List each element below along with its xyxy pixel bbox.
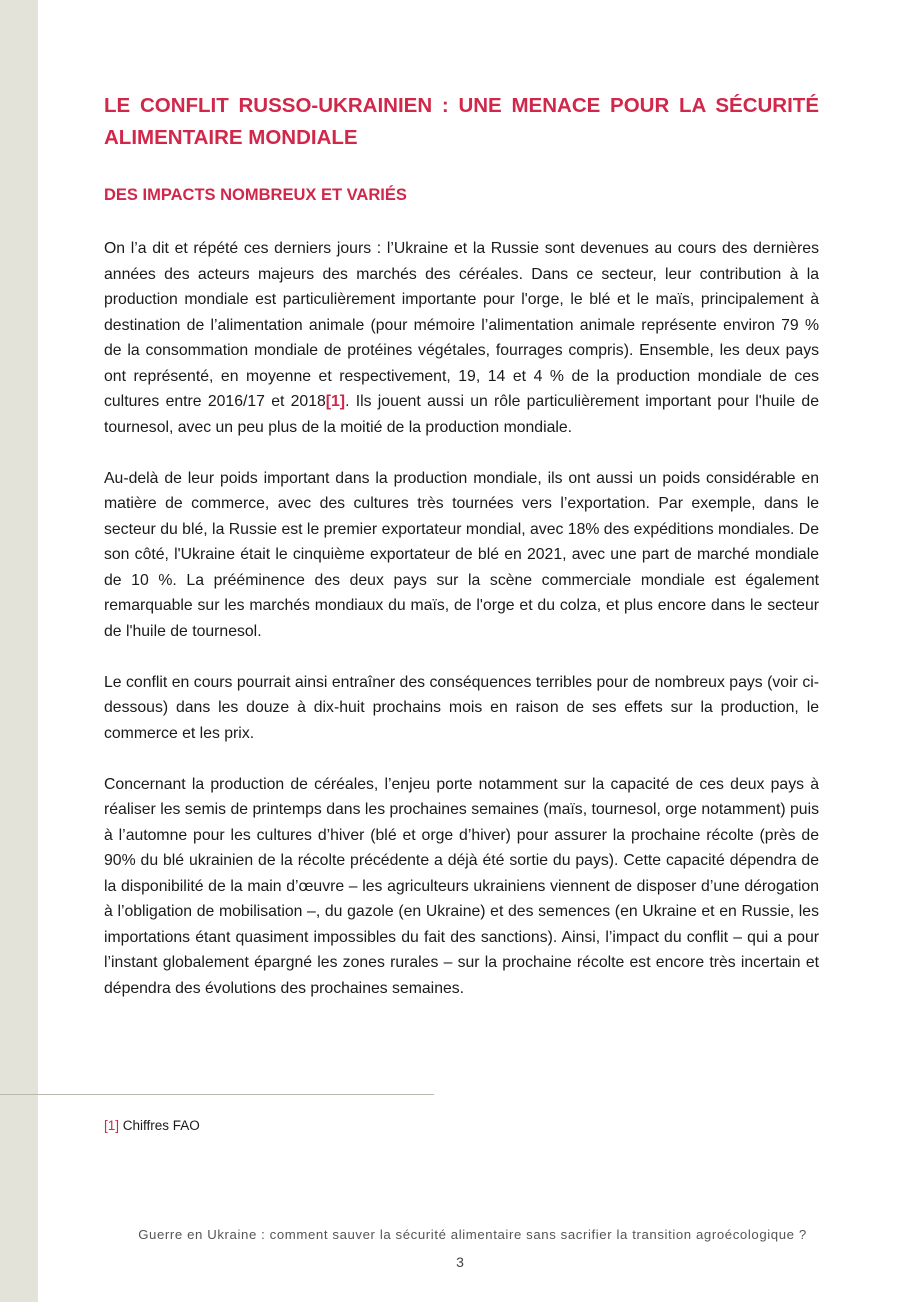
document-title: LE CONFLIT RUSSO-UKRAINIEN : UNE MENACE POUR LA SÉCURITÉ ALIMENTAIRE MONDIALE bbox=[104, 94, 819, 149]
paragraph-1-text-before: On l’a dit et répété ces derniers jours : l’Ukraine et la Russie sont devenues au cours des dernières années des acteurs majeurs des marchés des céréales. Dans ce secteur, leur contribution à la production mondiale est particulièrement importante pour l'orge, le blé et le maïs, principalement à destination de l’alimentation animale (pour mémoire l’alimentation animale représente environ 79 % de la consommation mondiale de protéines végétales, fourrages compris). Ensemble, les deux pays ont représenté, en moyenne et respectivement, 19, 14 et 4 % de la production mondiale de ces cultures entre 2016/17 et 2018 bbox=[104, 240, 819, 410]
document-body bbox=[104, 90, 819, 1001]
paragraph-2: Au-delà de leur poids important dans la production mondiale, ils ont aussi un poids considérable en matière de commerce, avec des cultures très tournées vers l’exportation. Par exemple, dans le secteur du blé, la Russie est le premier exportateur mondial, avec 18% des expéditions mondiales. De son côté, l'Ukraine était le cinquième exportateur de blé en 2021, avec une part de marché mondiale de 10 %. La prééminence des deux pays sur la scène commerciale mondiale est également remarquable sur les marchés mondiaux du maïs, de l'orge et du colza, et plus encore dans le secteur de l'huile de tournesol. bbox=[104, 469, 819, 640]
footnote bbox=[104, 1117, 200, 1135]
paragraph-1-text-after: . Ils jouent aussi un rôle particulièrement important pour l'huile de tournesol, avec un peu plus de la moitié de la production mondiale. bbox=[104, 393, 819, 436]
footnote-backlink[interactable]: [1] bbox=[104, 1118, 120, 1133]
running-footer-title: Guerre en Ukraine : comment sauver la sécurité alimentaire sans sacrifier la transition agroécologique ? bbox=[138, 1227, 807, 1242]
footnote-text: Chiffres FAO bbox=[119, 1118, 200, 1133]
page-number: 3 bbox=[456, 1254, 464, 1270]
footnote-divider bbox=[0, 1094, 434, 1095]
paragraph-3: Le conflit en cours pourrait ainsi entraîner des conséquences terribles pour de nombreux pays (voir ci-dessous) dans les douze à dix-huit prochains mois en raison de ses effets sur la production, le commerce et les prix. bbox=[104, 673, 819, 742]
paragraph-4: Concernant la production de céréales, l’enjeu porte notamment sur la capacité de ces deux pays à réaliser les semis de printemps dans les prochaines semaines (maïs, tournesol, orge notamment) puis à l’automne pour les cultures d’hiver (blé et orge d’hiver) pour assurer la prochaine récolte (près de 90% du blé ukrainien de la récolte précédente a déjà été sortie du pays). Cette capacité dépendra de la disponibilité de la main d’œuvre – les agriculteurs ukrainiens viennent de disposer d’une dérogation à l’obligation de mobilisation –, du gazole (en Ukraine) et des semences (en Ukraine et en Russie, les importations étant quasiment impossibles du fait des sanctions). Ainsi, l’impact du conflit – qui a pour l’instant globalement épargné les zones rurales – sur la prochaine récolte est encore très incertain et dépendra des évolutions des prochaines semaines. bbox=[104, 775, 819, 997]
page-margin-band bbox=[0, 0, 38, 1302]
paragraph-1 bbox=[104, 236, 819, 440]
footnote-reference-link[interactable]: [1] bbox=[325, 393, 346, 410]
section-heading: DES IMPACTS NOMBREUX ET VARIÉS bbox=[104, 186, 407, 204]
